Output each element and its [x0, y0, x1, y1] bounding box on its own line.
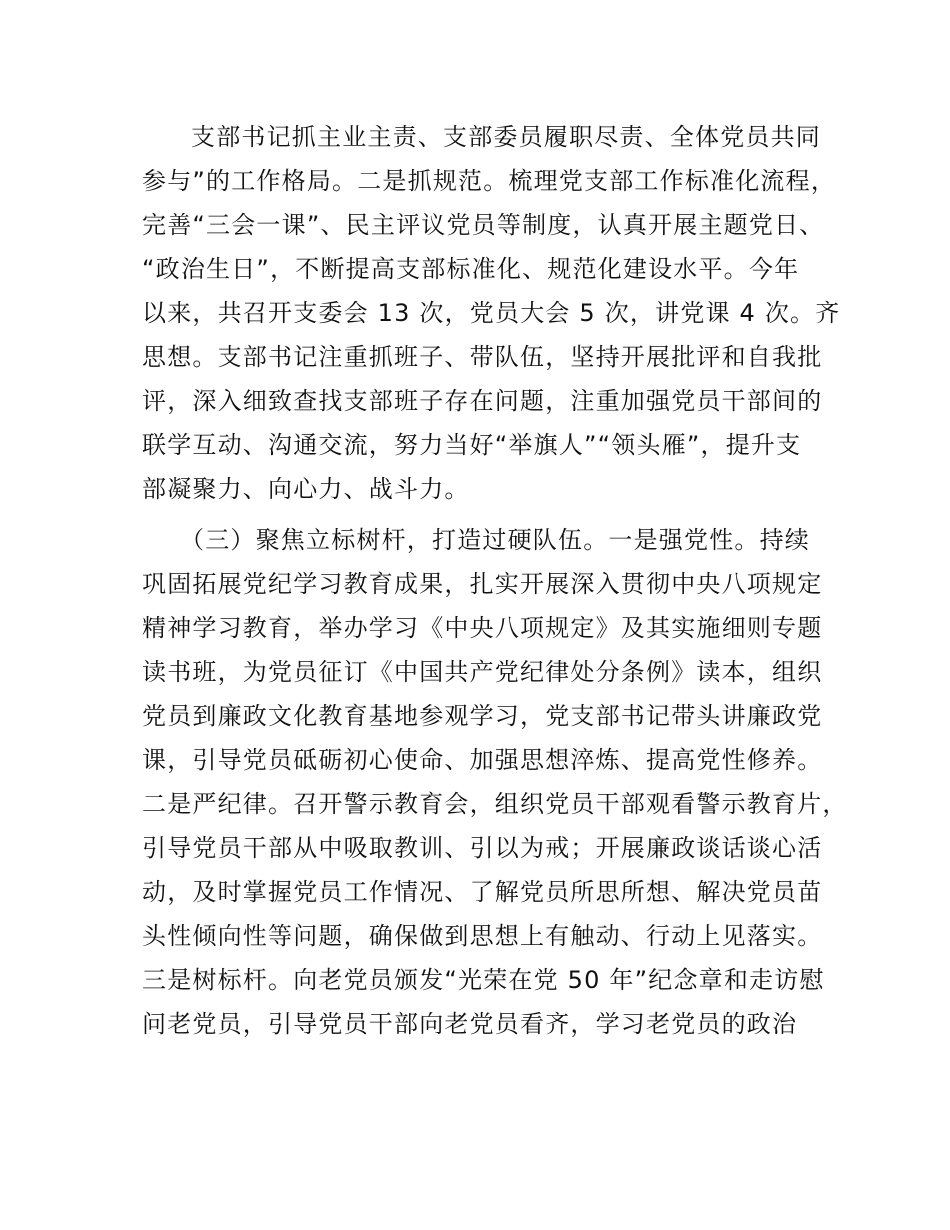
text-line-12: 精神学习教育，举办学习《中央八项规定》及其实施细则专题 [142, 614, 823, 642]
text-line-7: 评，深入细致查找支部班子存在问题，注重加强党员干部间的 [142, 387, 823, 415]
text-line-3: 完善“三会一课”、民主评议党员等制度，认真开展主题党日、 [142, 211, 825, 239]
text-line-17: 引导党员干部从中吸取教训、引以为戒；开展廉政谈话谈心活 [142, 834, 823, 862]
section-heading-line: （三）聚焦立标树杆，打造过硬队伍。一是强党性。持续 [180, 526, 810, 554]
text-line-4: “政治生日”，不断提高支部标准化、规范化建设水平。今年 [142, 255, 800, 283]
text-line-15: 课，引导党员砥砺初心使命、加强思想淬炼、提高党性修养。 [142, 746, 823, 774]
text-line-1: 支部书记抓主业主责、支部委员履职尽责、全体党员共同 [191, 123, 821, 151]
text-line-6: 思想。支部书记注重抓班子、带队伍，坚持开展批评和自我批 [142, 343, 823, 371]
text-line-8: 联学互动、沟通交流，努力当好“举旗人”“领头雁”，提升支 [142, 431, 802, 459]
text-line-19: 头性倾向性等问题，确保做到思想上有触动、行动上见落实。 [142, 922, 823, 950]
text-line-2: 参与”的工作格局。二是抓规范。梳理党支部工作标准化流程， [142, 167, 837, 195]
text-line-9: 部凝聚力、向心力、战斗力。 [142, 475, 470, 503]
text-line-16: 二是严纪律。召开警示教育会，组织党员干部观看警示教育片， [142, 790, 848, 818]
text-line-11: 巩固拓展党纪学习教育成果，扎实开展深入贯彻中央八项规定 [142, 570, 823, 598]
text-line-21: 问老党员，引导党员干部向老党员看齐，学习老党员的政治 [142, 1010, 798, 1038]
text-line-18: 动，及时掌握党员工作情况、了解党员所思所想、解决党员苗 [142, 878, 823, 906]
text-line-20: 三是树标杆。向老党员颁发“光荣在党 50 年”纪念章和走访慰 [142, 966, 825, 994]
text-line-14: 党员到廉政文化教育基地参观学习，党支部书记带头讲廉政党 [142, 702, 823, 730]
text-line-5: 以来，共召开支委会 13 次，党员大会 5 次，讲党课 4 次。齐 [142, 299, 841, 327]
text-line-13: 读书班，为党员征订《中国共产党纪律处分条例》读本，组织 [142, 658, 823, 686]
